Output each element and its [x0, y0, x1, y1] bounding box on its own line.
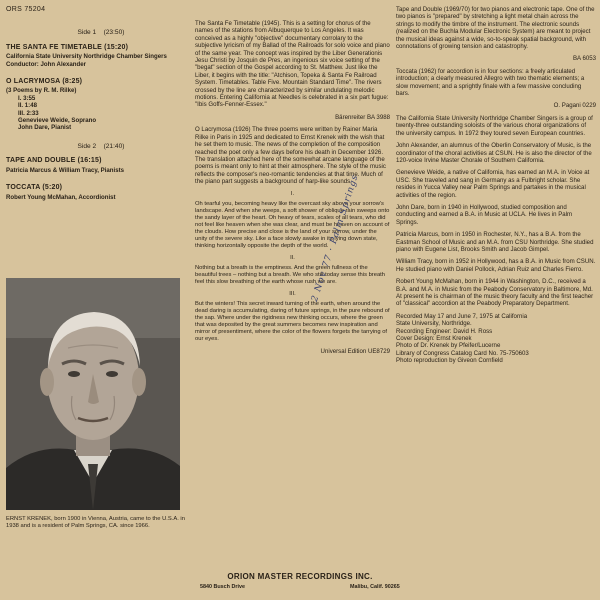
credit-line: Library of Congress Catalog Card No. 75-750603 [396, 349, 529, 357]
weide-bio: Genevieve Weide, a native of California, has earned an M.A. in Voice at USC. She traveled and sang in Germany as a Fulbright scholar. She resides in Yucca Valley near Palm Springs and partakes in the musical activities of the region. [396, 169, 590, 199]
side1-work2-title: O LACRYMOSA (8:25) [6, 78, 83, 86]
santa-fe-notes: The Santa Fe Timetable (1945). This is a setting for chorus of the names of the stations from Albuquerque to Los Angeles. It was conceived as a highly "objective" documentary corrolary to the subjective lyricism of my Ballad of the Railroads for solo voice and piano of the same year. The concept was inspired by the Liber Generationis Jesu Christi by Josquin de Pres, an ingenious six voice setting of the "begat" section of the Gospel according to St. Matthew. Just like the Liber, it begins with the title: "Atchison, Topeka & Santa Fe Railroad System. Timetables. Table Five. Mountain Standard Time". The rivers crossed by the line are characterized by similar undulating melodic motions. Entering California at Needles is celebrated in a six part fugue: "Ibis Goffs-Fenner-Essex." [195, 20, 390, 109]
side1-work2-subtitle: (3 Poems by R. M. Rilke) [6, 87, 77, 95]
poem-stanza: Nothing but a breath is the emptiness. And the green fullness of the beautiful trees – nothing but a breath. We who still today sense this breath feel this slow breathing of the earth whose rush we are. [195, 264, 386, 285]
side2-work1-performers: Patricia Marcus & William Tracy, Pianists [6, 166, 125, 174]
credit-line: Photo of Dr. Krenek by Pfeifer/Lucerne [396, 342, 501, 350]
marcus-bio: Patricia Marcus, born in 1950 in Rochester, N.Y., has a B.A. from the Eastman School of Music and an M.A. from CSU Northridge. She studied piano with Eugene List, Brooks Smith and Jacob Gimpel. [396, 231, 594, 253]
poem-number: I. [290, 190, 295, 197]
track-listing-column [6, 6, 196, 201]
soprano-credit: Genevieve Weide, Soprano [18, 117, 97, 125]
credit-line: Cover Design: Ernst Krenek [396, 335, 472, 343]
toccata-notes: Toccata (1962) for accordion is in four sections: a freely articulated introduction; a clearly measured Allegro with two thematic elements; a slow movement; and a sprightly finale with a few massive concluding bars. [396, 67, 585, 98]
tracy-bio: William Tracy, born in 1952 in Hollywood, has a B.A. in Music from CSUN. He studied piano with Daniel Pollock, Adrian Ruiz and Charles Fierro. [396, 258, 596, 273]
universal-edition: Universal Edition UE8729 [320, 347, 390, 355]
side1-work1-conductor: Conductor: John Alexander [6, 60, 87, 68]
toccata-publisher: O. Pagani 0229 [553, 102, 596, 110]
tape-publisher: BA 6053 [572, 55, 596, 63]
side2-work2-title: TOCCATA (5:20) [6, 184, 63, 192]
side2-work1-title: TAPE AND DOUBLE (16:15) [6, 157, 102, 165]
credit-line: State University, Northridge. [396, 320, 472, 328]
poem-stanza: Oh tearful you, becoming heavy like the overcast sky above your sorrow's landscape. And when she weeps, a soft shower of oblique rain sweeps onto the sandy layer of the heart. Oh heavy of tears, scales of all tears, who did not feel like heaven when she was clear, and must be heaven on account of the clouds. How precise and close is the land of your sorrow, under the unity of the severe sky. Like a face slowly awake in its lying down state, thinking horizontally opposite the depth of the world. [195, 200, 390, 249]
poem-number: II. [290, 254, 295, 261]
mcmahan-bio: Robert Young McMahan, born in 1944 in Washington, D.C., received a B.A. and M.A. in Music from the Peabody Conservatory in Baltimore, Md. At present he is chairman of the music theory faculty and the first teacher of "classical" accordion at the Peabody Preparatory Department. [396, 278, 594, 308]
dare-bio: John Dare, born in 1940 in Hollywood, studied composition and conducting and earned a B.A. in Music at UCLA. He lives in Palm Springs. [396, 203, 573, 226]
side1-work1-performers: California State University Northridge Chamber Singers [6, 53, 167, 61]
photo-caption: ERNST KRENEK, born 1900 in Vienna, Austria, came to the U.S.A. in 1938 and is a resident of Palm Springs, CA. since 1966. [6, 516, 185, 529]
alexander-bio: John Alexander, an alumnus of the Oberlin Conservatory of Music, is the coordinator of the choral activities at CSUN. He is also the director of the 120-voice Irvine Master Chorale of Southern California. [396, 142, 592, 164]
side1-heading: Side 1 (23:50) [77, 29, 125, 37]
portrait-illustration [6, 278, 180, 510]
recording-credits [396, 313, 596, 365]
lacrymosa-notes: O Lacrymosa (1926) The three poems were written by Rainer Maria Rilke in Paris in 1925 and dedicated to Ernst Krenek with the wish that he set them to music. The news of the completion of the composition reached the poet only a few days before his death in December 1926. The translation attached here of the somewhat arcane language of the poems is meant only to hint at their atmosphere. The style of the music reflects the composer's neo-romantic tendencies at that time. Much of the piano part suggests a background of harp-like sounds. [195, 126, 386, 186]
santa-fe-publisher: Bärenreiter BA 3988 [335, 113, 390, 121]
label-city-address: Malibu, Calif. 90265 [350, 584, 400, 590]
record-label-name: ORION MASTER RECORDINGS INC. [227, 572, 373, 581]
singers-bio: The California State University Northridge Chamber Singers is a group of twenty-three outstanding soloists of the various choral organizations of the university campus. In 1972 they toured seven European countries. [396, 114, 593, 137]
catalog-number: ORS 75204 [6, 6, 46, 13]
side1-work1-title: THE SANTA FE TIMETABLE (15:20) [6, 43, 129, 51]
poem-stanza: But the winters! This secret inward turning of the earth, when around the dead daring is accumulating, daring of future springs, in the pure rebound of the sap. Where under the rigidness new thinking occurs, where the green that was deposited by the great summers becomes new inspiration and mirror of presentiment, where the color of the flowers forgets the tarrying of our eyes. [195, 300, 390, 342]
poem-number: III. [289, 290, 296, 297]
credit-line: Recorded May 17 and June 7, 1975 at California [396, 312, 528, 320]
handwritten-inscription: 2 Nov 77 · Palm Springs [310, 173, 361, 304]
side2-work2-performer: Robert Young McMahan, Accordionist [6, 193, 116, 201]
credit-line: Photo reproduction by Giveon Cornfield [396, 357, 503, 365]
notes-column-right [396, 6, 596, 365]
movement: I. 3:55 [18, 94, 36, 102]
side2-heading: Side 2 (21:40) [77, 142, 125, 150]
composer-photo [6, 278, 180, 510]
movement: III. 2:33 [18, 109, 39, 117]
tape-double-notes: Tape and Double (1969/70) for two pianos and electronic tape. One of the two pianos is "prepared" by stretching a light metal chain across the strings to modify the timbre of the instrument. The electronic sounds (realized on the Buchla Modular Electronic System) are meant to project the musical ideas against a wide, so-to-speak spatial background, with connotations of growing tension and catastrophy. [396, 6, 595, 51]
pianist-credit: John Dare, Pianist [18, 124, 72, 132]
movement: II. 1:48 [18, 102, 37, 110]
credit-line: Recording Engineer: David H. Ross [396, 327, 493, 335]
label-street-address: 5840 Busch Drive [200, 584, 245, 590]
